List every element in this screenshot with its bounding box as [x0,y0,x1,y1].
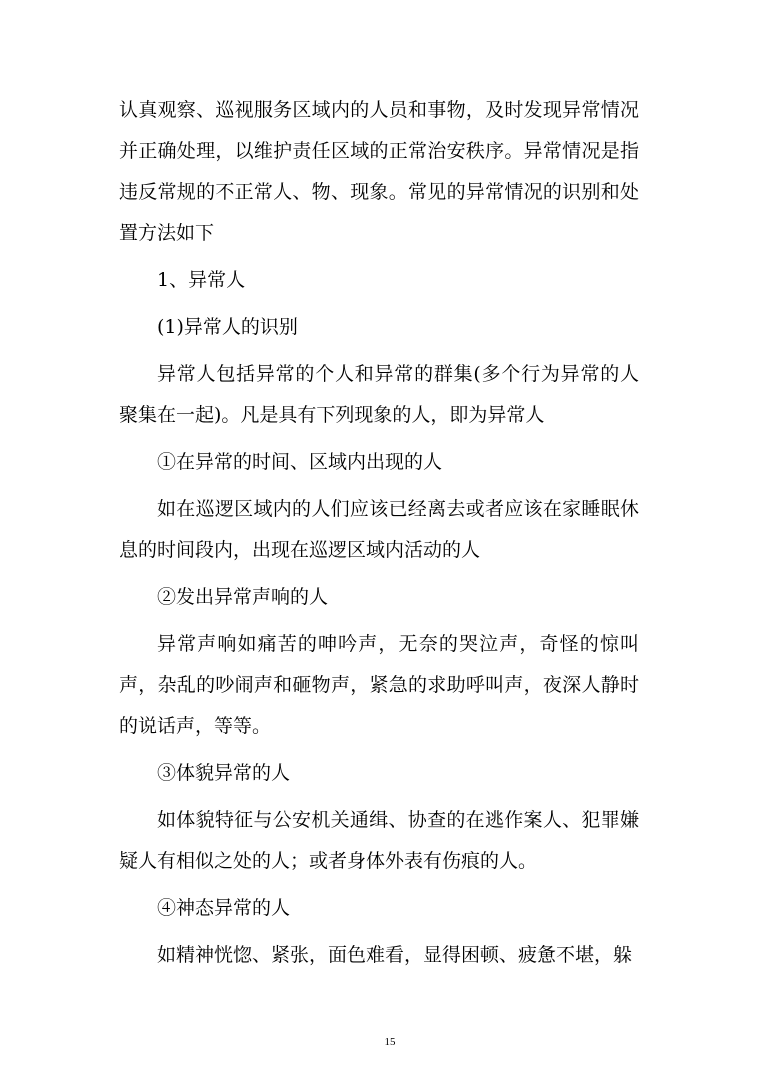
list-item-heading: ①在异常的时间、区域内出现的人 [157,451,443,473]
paragraph: 异常人包括异常的个人和异常的群集(多个行为异常的人聚集在一起)。凡是具有下列现象的人，即为异常人 [119,363,639,426]
section-heading: 1、异常人 [157,269,246,291]
paragraph: 如在巡逻区域内的人们应该已经离去或者应该在家睡眠休息的时间段内，出现在巡逻区域内活动的人 [119,498,639,561]
page-number: 15 [384,1036,396,1048]
subsection-heading: (1)异常人的识别 [157,316,298,338]
paragraph: 如精神恍惚、紧张，面色难看，显得困顿、疲惫不堪，躲 [157,944,633,966]
paragraph: 异常声响如痛苦的呻吟声，无奈的哭泣声，奇怪的惊叫声，杂乱的吵闹声和砸物声，紧急的求助呼叫声，夜深人静时的说话声，等等。 [119,633,639,737]
paragraph: 如体貌特征与公安机关通缉、协查的在逃作案人、犯罪嫌疑人有相似之处的人；或者身体外表有伤痕的人。 [119,809,639,872]
paragraph: 认真观察、巡视服务区域内的人员和事物，及时发现异常情况并正确处理，以维护责任区域的正常治安秩序。异常情况是指违反常规的不正常人、物、现象。常见的异常情况的识别和处置方法如下 [119,99,639,244]
list-item-heading: ③体貌异常的人 [157,762,291,784]
list-item-heading: ②发出异常声响的人 [157,586,329,608]
list-item-heading: ④神态异常的人 [157,897,291,919]
body-text [119,90,639,982]
